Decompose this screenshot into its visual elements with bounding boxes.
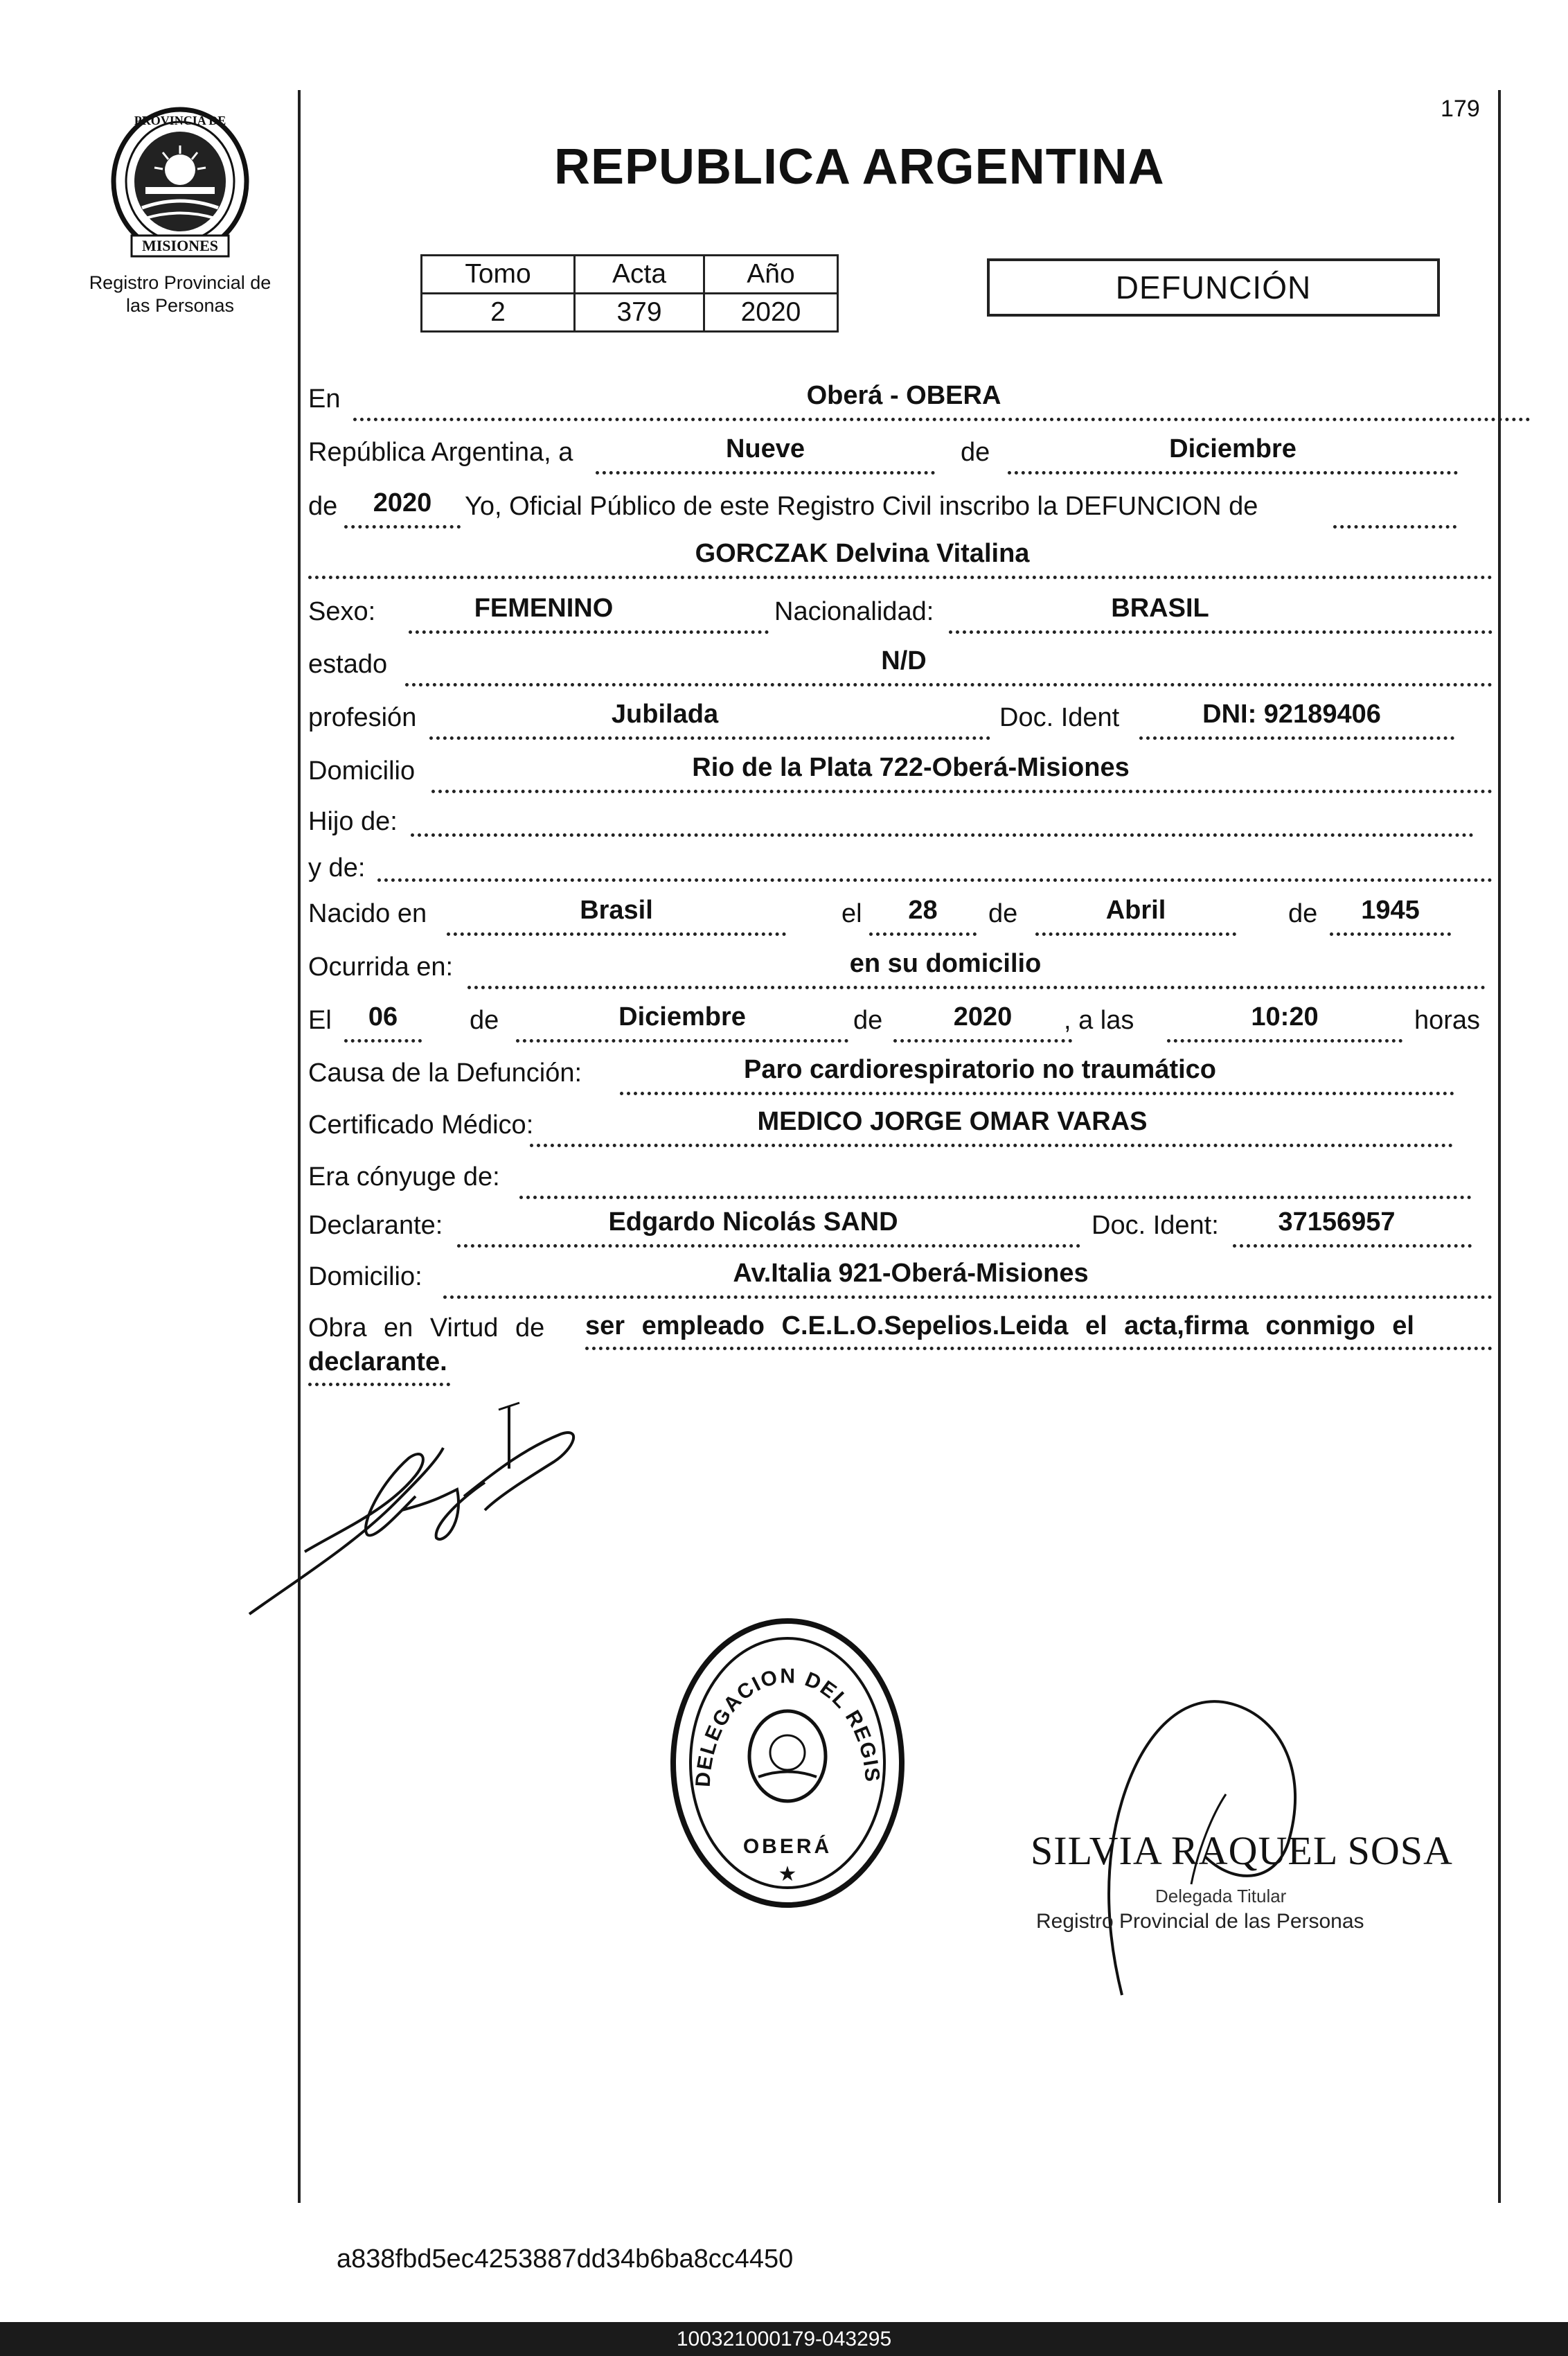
ref-header-anio: Año (704, 256, 838, 294)
fill-line (596, 471, 935, 475)
ref-header-tomo: Tomo (422, 256, 575, 294)
fill-line (308, 1383, 450, 1386)
fill-line (447, 932, 786, 936)
label-sexo: Sexo: (308, 597, 376, 626)
label-el: el (841, 899, 862, 928)
fill-line (344, 525, 461, 529)
label-hijo-de: Hijo de: (308, 807, 398, 836)
fill-line (405, 683, 1493, 687)
fill-line (431, 790, 1493, 793)
logo-text-bottom: MISIONES (141, 237, 219, 254)
label-de-6: de (853, 1006, 883, 1035)
fill-line (457, 1244, 1080, 1248)
fill-line (519, 1196, 1472, 1199)
value-def-dia: 06 (368, 1002, 398, 1031)
value-domicilio: Rio de la Plata 722-Oberá-Misiones (692, 753, 1130, 782)
fill-line (620, 1092, 1454, 1095)
value-doc-ident: DNI: 92189406 (1202, 700, 1381, 729)
label-republica: República Argentina, a (308, 438, 573, 467)
value-nacido-lugar: Brasil (580, 896, 653, 925)
value-def-hora: 10:20 (1251, 1002, 1319, 1031)
official-role-stamp: Delegada Titular (1155, 1886, 1287, 1906)
label-horas: horas (1414, 1006, 1481, 1035)
label-doc-ident: Doc. Ident (999, 703, 1120, 732)
fill-line (949, 630, 1493, 634)
footer-document-id: 100321000179-043295 (676, 2328, 892, 2350)
label-conyuge: Era cónyuge de: (308, 1162, 500, 1192)
value-anio: 2020 (373, 488, 432, 517)
fill-line (1233, 1244, 1472, 1248)
registry-caption-line2: las Personas (125, 295, 235, 316)
value-certificado: MEDICO JORGE OMAR VARAS (757, 1107, 1148, 1136)
fill-line (585, 1347, 1493, 1350)
label-de-5: de (470, 1006, 499, 1035)
label-de: de (961, 438, 990, 467)
label-doc-ident-2: Doc. Ident: (1092, 1211, 1219, 1240)
intro-text: Yo, Oficial Público de este Registro Civil inscribo la DEFUNCION de (465, 492, 1258, 521)
label-domicilio: Domicilio (308, 756, 416, 786)
registry-caption (69, 272, 291, 317)
value-domicilio-2: Av.Italia 921-Oberá-Misiones (733, 1259, 1089, 1288)
official-office-stamp: Registro Provincial de las Personas (1036, 1910, 1364, 1933)
value-nacionalidad: BRASIL (1111, 594, 1209, 623)
record-type-box: DEFUNCIÓN (987, 258, 1440, 317)
fill-line (516, 1039, 848, 1043)
fill-line (1139, 736, 1454, 740)
value-def-anio: 2020 (953, 1002, 1013, 1031)
official-name-stamp: SILVIA RAQUEL SOSA (1031, 1828, 1453, 1873)
label-de-3: de (988, 899, 1018, 928)
label-estado: estado (308, 650, 388, 679)
value-def-mes: Diciembre (618, 1002, 746, 1031)
reference-table-header-row (422, 256, 838, 294)
value-sexo: FEMENINO (474, 594, 614, 623)
document-title: REPUBLICA ARGENTINA (554, 139, 1165, 195)
label-ocurrida: Ocurrida en: (308, 953, 454, 982)
value-mes: Diciembre (1169, 434, 1297, 463)
reference-table (420, 254, 839, 333)
label-de-4: de (1288, 899, 1318, 928)
ref-value-anio: 2020 (704, 294, 838, 332)
fill-line (409, 630, 769, 634)
value-declarante: Edgardo Nicolás SAND (608, 1207, 898, 1237)
label-domicilio-2: Domicilio: (308, 1262, 422, 1291)
fill-line (1330, 932, 1451, 936)
value-estado: N/D (881, 646, 927, 675)
label-de-2: de (308, 492, 338, 521)
value-causa: Paro cardiorespiratorio no traumático (743, 1055, 1217, 1084)
fill-line (1008, 471, 1458, 475)
ref-value-tomo: 2 (422, 294, 575, 332)
fill-line (353, 418, 1531, 421)
label-a-las: , a las (1064, 1006, 1134, 1035)
left-margin-rule (298, 90, 301, 2203)
label-declarante: Declarante: (308, 1211, 443, 1240)
fill-line (1333, 525, 1456, 529)
label-y-de: y de: (308, 853, 366, 883)
fill-line (530, 1144, 1453, 1147)
value-ocurrida: en su domicilio (849, 949, 1042, 978)
fill-line (308, 576, 1493, 579)
label-el-2: El (308, 1006, 332, 1035)
seal-ring-text: DELEGACION DEL REGIS (691, 1665, 884, 1788)
label-profesion: profesión (308, 703, 417, 732)
fill-line (344, 1039, 422, 1043)
registry-caption-line1: Registro Provincial de (89, 272, 271, 293)
value-nombre: GORCZAK Delvina Vitalina (695, 539, 1030, 568)
value-obra-2: declarante. (308, 1347, 447, 1376)
right-margin-rule (1498, 90, 1501, 2203)
logo-text-top: PROVINCIA DE (134, 114, 226, 127)
label-nacido-en: Nacido en (308, 899, 427, 928)
ref-value-acta: 379 (575, 294, 704, 332)
label-obra: Obra en Virtud de (308, 1313, 545, 1343)
label-causa: Causa de la Defunción: (308, 1059, 582, 1088)
fill-line (893, 1039, 1072, 1043)
fill-line (429, 736, 990, 740)
fill-line (869, 932, 977, 936)
value-obra: ser empleado C.E.L.O.Sepelios.Leida el acta,firma conmigo el (585, 1311, 1414, 1340)
reference-table-value-row (422, 294, 838, 332)
value-profesion: Jubilada (611, 700, 719, 729)
value-lugar: Oberá - OBERA (806, 381, 1001, 410)
label-nacionalidad: Nacionalidad: (774, 597, 934, 626)
delegation-official-seal (668, 1614, 907, 1912)
fill-line (443, 1295, 1493, 1299)
value-doc-ident-2: 37156957 (1278, 1207, 1396, 1237)
ref-header-acta: Acta (575, 256, 704, 294)
fill-line (377, 878, 1493, 882)
seal-city: OBERÁ (742, 1835, 832, 1858)
fill-line (1035, 932, 1236, 936)
fill-line (411, 833, 1474, 837)
page-number: 179 (1441, 96, 1480, 122)
fill-line (1167, 1039, 1402, 1043)
fill-line (467, 986, 1486, 989)
value-nacido-mes: Abril (1105, 896, 1166, 925)
seal-star-icon: ★ (778, 1862, 797, 1886)
misiones-coat-of-arms-logo (107, 104, 253, 263)
label-en: En (308, 384, 341, 414)
document-hash: a838fbd5ec4253887dd34b6ba8cc4450 (337, 2244, 794, 2274)
value-dia-texto: Nueve (725, 434, 805, 463)
label-certificado: Certificado Médico: (308, 1110, 534, 1140)
value-nacido-anio: 1945 (1361, 896, 1420, 925)
declarant-signature (235, 1392, 596, 1628)
value-nacido-dia: 28 (908, 896, 938, 925)
